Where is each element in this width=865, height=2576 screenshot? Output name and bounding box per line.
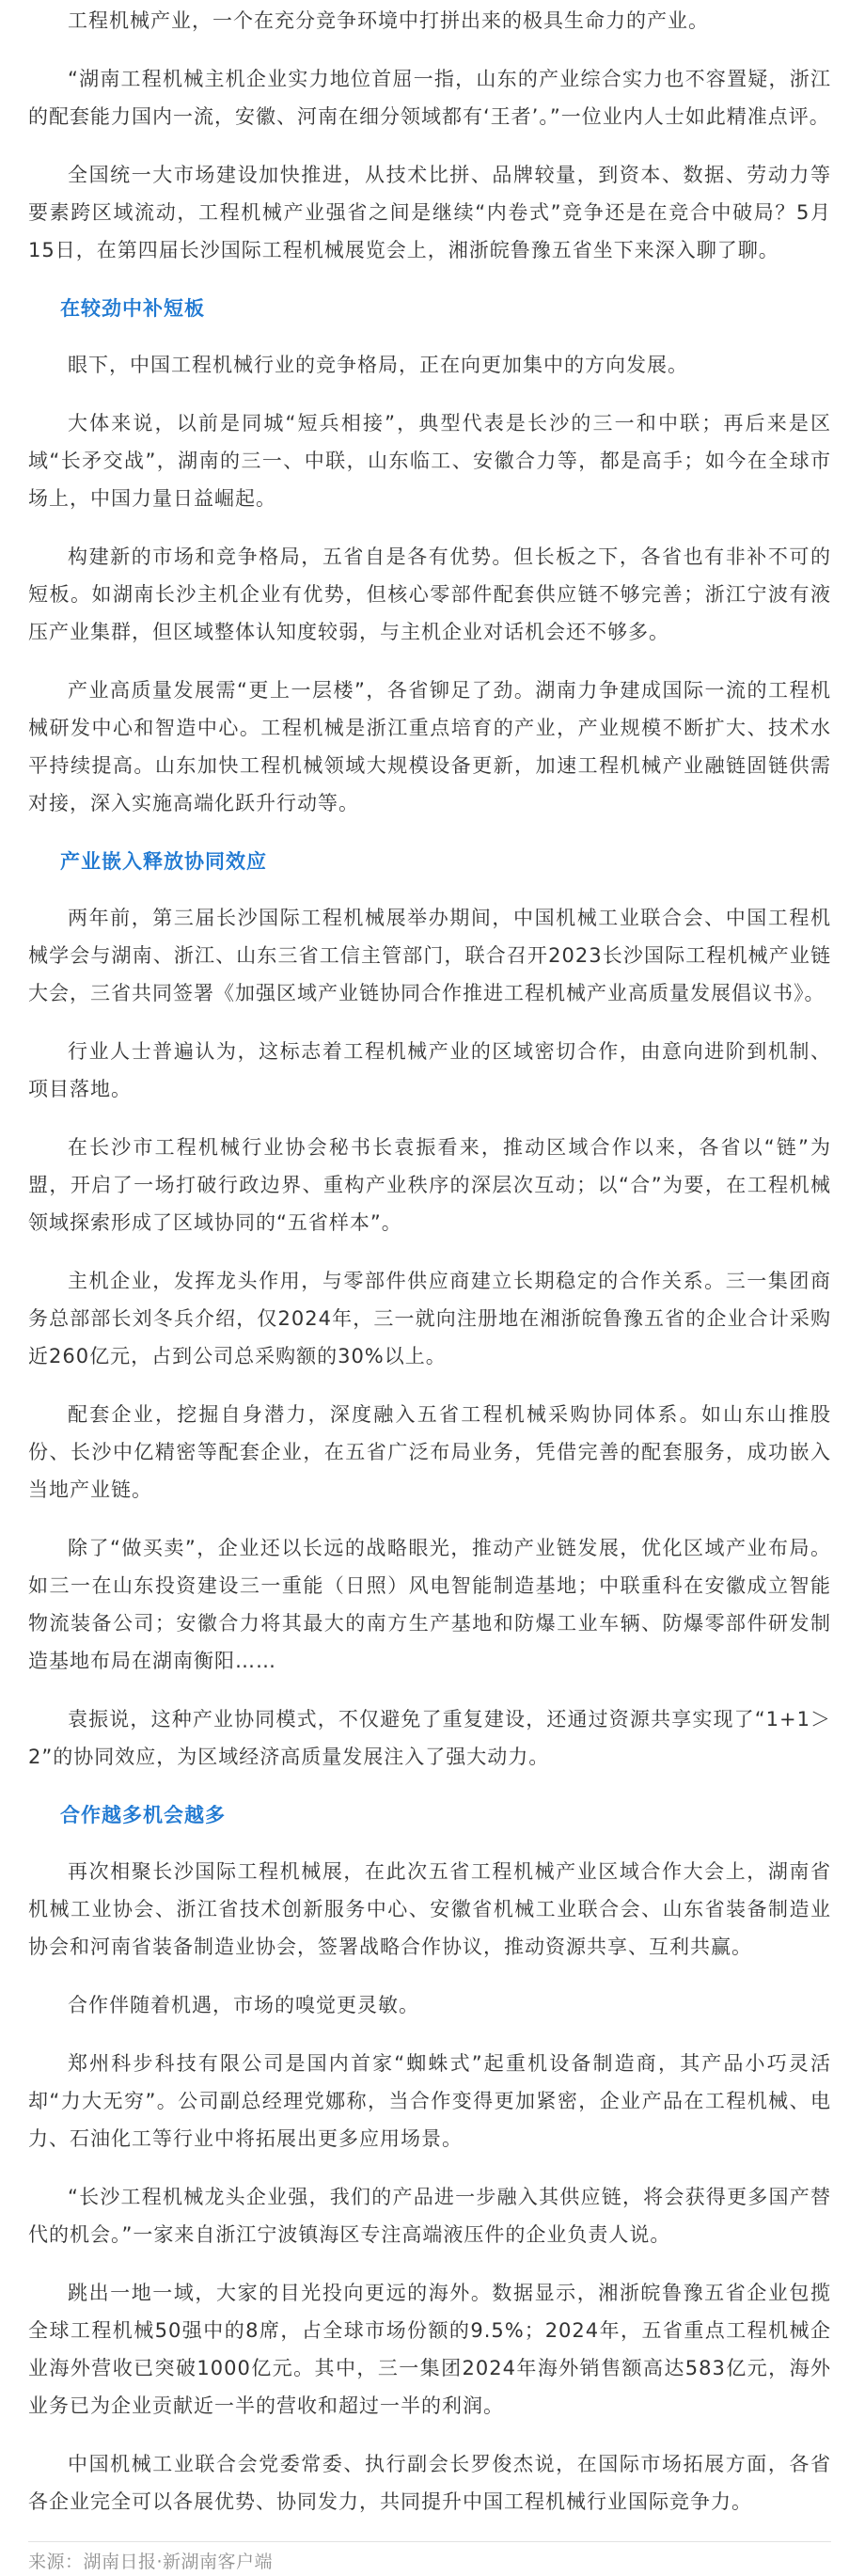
- section-3-paragraph-2: 合作伴随着机遇，市场的嗅觉更灵敏。: [68, 1994, 419, 2016]
- intro-paragraph-1: 工程机械产业，一个在充分竞争环境中打拼出来的极具生命力的产业。: [68, 9, 709, 32]
- section-heading-2: 产业嵌入释放协同效应: [60, 850, 267, 873]
- section-1-paragraph-1: 眼下，中国工程机械行业的竞争格局，正在向更加集中的方向发展。: [68, 354, 688, 376]
- section-3-paragraph-3: 郑州科步科技有限公司是国内首家“蜘蛛式”起重机设备制造商，其产品小巧灵活却“力大无穷”。公司副总经理党娜称，当合作变得更加紧密，企业产品在工程机械、电力、石油化工等行业中将拓展出更多应用场景。: [28, 2052, 831, 2150]
- intro-paragraph-2: “湖南工程机械主机企业实力地位首屈一指，山东的产业综合实力也不容置疑，浙江的配套能力国内一流，安徽、河南在细分领域都有‘王者’。”一位业内人士如此精准点评。: [28, 68, 831, 128]
- section-2-paragraph-4: 主机企业，发挥龙头作用，与零部件供应商建立长期稳定的合作关系。三一集团商务总部部长刘冬兵介绍，仅2024年，三一就向注册地在湘浙皖鲁豫五省的企业合计采购近260亿元，占到公司总采购额的30%以上。: [28, 1270, 831, 1367]
- section-1-paragraph-4: 产业高质量发展需“更上一层楼”，各省铆足了劲。湖南力争建成国际一流的工程机械研发中心和智造中心。工程机械是浙江重点培育的产业，产业规模不断扩大、技术水平持续提高。山东加快工程机械领域大规模设备更新，加速工程机械产业融链固链供需对接，深入实施高端化跃升行动等。: [28, 679, 831, 814]
- section-2-paragraph-2: 行业人士普遍认为，这标志着工程机械产业的区域密切合作，由意向进阶到机制、项目落地。: [28, 1040, 831, 1100]
- section-heading-3: 合作越多机会越多: [60, 1804, 226, 1826]
- section-2-paragraph-3: 在长沙市工程机械行业协会秘书长袁振看来，推动区域合作以来，各省以“链”为盟，开启了一场打破行政边界、重构产业秩序的深层次互动；以“合”为要，在工程机械领域探索形成了区域协同的“五省样本”。: [28, 1136, 831, 1234]
- section-2-paragraph-7: 袁振说，这种产业协同模式，不仅避免了重复建设，还通过资源共享实现了“1+1＞2”的协同效应，为区域经济高质量发展注入了强大动力。: [28, 1708, 831, 1768]
- section-heading-1: 在较劲中补短板: [60, 297, 205, 320]
- section-2-paragraph-1: 两年前，第三届长沙国际工程机械展举办期间，中国机械工业联合会、中国工程机械学会与湖南、浙江、山东三省工信主管部门，联合召开2023长沙国际工程机械产业链大会，三省共同签署《加强区域产业链协同合作推进工程机械产业高质量发展倡议书》。: [28, 907, 831, 1004]
- section-3-paragraph-4: “长沙工程机械龙头企业强，我们的产品进一步融入其供应链，将会获得更多国产替代的机会。”一家来自浙江宁波镇海区专注高端液压件的企业负责人说。: [28, 2186, 831, 2246]
- intro-paragraph-3: 全国统一大市场建设加快推进，从技术比拼、品牌较量，到资本、数据、劳动力等要素跨区域流动，工程机械产业强省之间是继续“内卷式”竞争还是在竞合中破局？5月15日，在第四届长沙国际工程机械展览会上，湘浙皖鲁豫五省坐下来深入聊了聊。: [28, 164, 831, 261]
- section-3-paragraph-1: 再次相聚长沙国际工程机械展，在此次五省工程机械产业区域合作大会上，湖南省机械工业协会、浙江省技术创新服务中心、安徽省机械工业联合会、山东省装备制造业协会和河南省装备制造业协会，签署战略合作协议，推动资源共享、互利共赢。: [28, 1860, 831, 1958]
- section-2-paragraph-5: 配套企业，挖掘自身潜力，深度融入五省工程机械采购协同体系。如山东山推股份、长沙中亿精密等配套企业，在五省广泛布局业务，凭借完善的配套服务，成功嵌入当地产业链。: [28, 1403, 831, 1501]
- section-1-paragraph-2: 大体来说，以前是同城“短兵相接”，典型代表是长沙的三一和中联；再后来是区域“长矛交战”，湖南的三一、中联，山东临工、安徽合力等，都是高手；如今在全球市场上，中国力量日益崛起。: [28, 412, 831, 510]
- section-2-paragraph-6: 除了“做买卖”，企业还以长远的战略眼光，推动产业链发展，优化区域产业布局。如三一在山东投资建设三一重能（日照）风电智能制造基地；中联重科在安徽成立智能物流装备公司；安徽合力将其最大的南方生产基地和防爆工业车辆、防爆零部件研发制造基地布局在湖南衡阳……: [28, 1537, 831, 1672]
- section-1-paragraph-3: 构建新的市场和竞争格局，五省自是各有优势。但长板之下，各省也有非补不可的短板。如湖南长沙主机企业有优势，但核心零部件配套供应链不够完善；浙江宁波有液压产业集群，但区域整体认知度较弱，与主机企业对话机会还不够多。: [28, 545, 831, 643]
- section-3-paragraph-5: 跳出一地一域，大家的目光投向更远的海外。数据显示，湘浙皖鲁豫五省企业包揽全球工程机械50强中的8席，占全球市场份额的9.5%；2024年，五省重点工程机械企业海外营收已突破1000亿元。其中，三一集团2024年海外销售额高达583亿元，海外业务已为企业贡献近一半的营收和超过一半的利润。: [28, 2282, 831, 2417]
- section-3-paragraph-6: 中国机械工业联合会党委常委、执行副会长罗俊杰说，在国际市场拓展方面，各省各企业完全可以各展优势、协同发力，共同提升中国工程机械行业国际竞争力。: [28, 2453, 831, 2513]
- article-body: [0, 2, 865, 2576]
- source-credit: 来源：湖南日报·新湖南客户端: [28, 2552, 274, 2572]
